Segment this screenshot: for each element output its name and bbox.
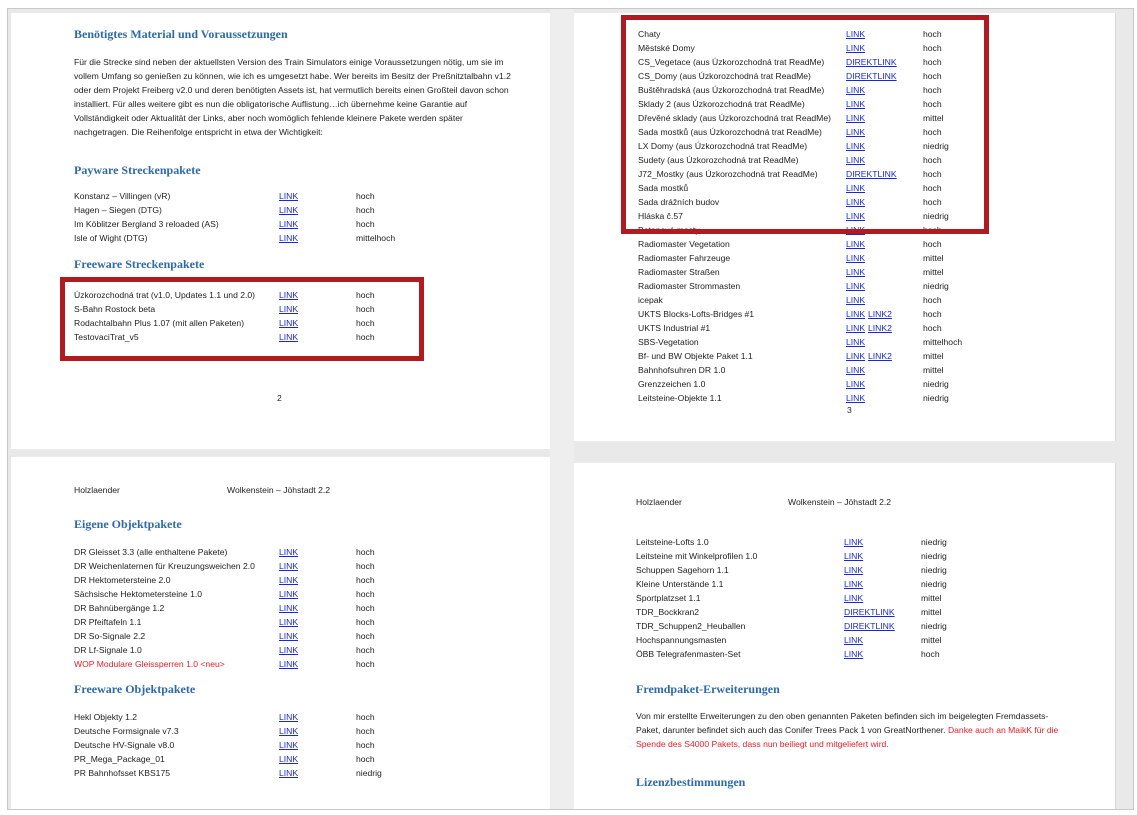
- package-link[interactable]: LINK: [279, 603, 299, 613]
- package-link[interactable]: LINK: [279, 659, 299, 669]
- table-row: [74, 587, 514, 601]
- priority-label: hoch: [356, 219, 375, 229]
- heading-material: Benötigtes Material und Voraussetzungen: [74, 27, 288, 41]
- package-link[interactable]: LINK: [846, 127, 866, 137]
- package-link[interactable]: LINK: [279, 332, 299, 342]
- priority-label: hoch: [923, 155, 942, 165]
- page-gap: [550, 9, 574, 809]
- priority-label: hoch: [923, 85, 942, 95]
- priority-label: hoch: [356, 304, 375, 314]
- priority-label: hoch: [923, 71, 942, 81]
- package-name: Sklady 2 (aus Úzkorozchodná trat ReadMe): [638, 99, 805, 109]
- table-row: [74, 766, 514, 780]
- package-link[interactable]: LINK: [846, 281, 866, 291]
- package-name: Chaty: [638, 29, 661, 39]
- package-link[interactable]: LINK: [846, 183, 866, 193]
- package-link[interactable]: LINK: [279, 645, 299, 655]
- priority-label: niedrig: [923, 379, 949, 389]
- priority-label: hoch: [923, 323, 942, 333]
- priority-label: niedrig: [921, 537, 947, 547]
- page-3: [574, 13, 1116, 441]
- package-name: DR Weichenlaternen für Kreuzungsweichen 2.0: [74, 561, 255, 571]
- priority-label: hoch: [356, 659, 375, 669]
- package-name: SBS-Vegetation: [638, 337, 699, 347]
- package-name: Kleine Unterstände 1.1: [636, 579, 724, 589]
- package-name: Hagen – Siegen (DTG): [74, 205, 162, 215]
- package-link[interactable]: LINK: [846, 267, 866, 277]
- header-author: Holzlaender: [74, 485, 120, 495]
- priority-label: hoch: [356, 754, 375, 764]
- priority-label: hoch: [356, 740, 375, 750]
- table-row: [636, 647, 1096, 661]
- priority-label: hoch: [923, 197, 942, 207]
- table-row: [636, 549, 1096, 563]
- priority-label: mittel: [923, 365, 944, 375]
- package-link[interactable]: LINK: [846, 197, 866, 207]
- heading-eigene: Eigene Objektpakete: [74, 517, 182, 531]
- package-name: Sada mostků (aus Úzkorozchodná trat ReadMe): [638, 127, 822, 137]
- package-link[interactable]: LINK: [846, 323, 866, 333]
- package-name: TestovaciTrat_v5: [74, 332, 139, 342]
- priority-label: hoch: [923, 99, 942, 109]
- priority-label: mittel: [921, 635, 942, 645]
- table-row: [74, 573, 514, 587]
- package-name: Sächsische Hektometersteine 1.0: [74, 589, 203, 599]
- package-name: PR Bahnhofsset KBS175: [74, 768, 171, 778]
- package-link[interactable]: LINK: [279, 712, 299, 722]
- highlight-box: [60, 277, 424, 361]
- package-name: UKTS Blocks-Lofts-Bridges #1: [638, 309, 755, 319]
- table-row: [74, 643, 514, 657]
- priority-label: hoch: [356, 631, 375, 641]
- package-link[interactable]: LINK: [279, 589, 299, 599]
- priority-label: niedrig: [356, 768, 382, 778]
- package-name: DR Hektometersteine 2.0: [74, 575, 171, 585]
- package-name: DR Lf-Signale 1.0: [74, 645, 142, 655]
- package-link[interactable]: LINK: [846, 295, 866, 305]
- package-link[interactable]: LINK: [844, 579, 864, 589]
- package-name: Im Köblitzer Bergland 3 reloaded (AS): [74, 219, 219, 229]
- priority-label: niedrig: [923, 141, 949, 151]
- table-row: [74, 710, 514, 724]
- priority-label: hoch: [356, 561, 375, 571]
- priority-label: hoch: [356, 712, 375, 722]
- priority-label: hoch: [923, 127, 942, 137]
- package-name: DR So-Signale 2.2: [74, 631, 146, 641]
- package-link[interactable]: LINK: [846, 155, 866, 165]
- package-name: Radiomaster Vegetation: [638, 239, 730, 249]
- page-2: [11, 13, 550, 449]
- priority-label: hoch: [923, 169, 942, 179]
- package-link[interactable]: DIREKTLINK: [844, 621, 895, 631]
- package-name: Sada mostků: [638, 183, 689, 193]
- package-link[interactable]: LINK: [846, 225, 866, 235]
- package-name: Rodachtalbahn Plus 1.07 (mit allen Paketen): [74, 318, 245, 328]
- package-link[interactable]: DIREKTLINK: [844, 607, 895, 617]
- package-name: Sudety (aus Úzkorozchodná trat ReadMe): [638, 155, 799, 165]
- package-name: J72_Mostky (aus Úzkorozchodná trat ReadMe): [638, 169, 818, 179]
- package-link[interactable]: LINK: [279, 617, 299, 627]
- fremdpaket-text: Von mir erstellte Erweiterungen zu den oben genannten Paketen befinden sich im beigelegten Fremdassets-Paket, darunter befindet sich auch das Conifer Trees Pack 1 von GreatNorthener.: [636, 711, 1049, 735]
- table-row: [638, 363, 1098, 377]
- priority-label: hoch: [356, 726, 375, 736]
- package-name: Deutsche HV-Signale v8.0: [74, 740, 175, 750]
- package-name: LX Domy (aus Úzkorozchodná trat ReadMe): [638, 141, 808, 151]
- package-link[interactable]: LINK: [279, 219, 299, 229]
- priority-label: mittelhoch: [356, 233, 396, 243]
- table-row: [638, 307, 1098, 321]
- package-name: icepak: [638, 295, 663, 305]
- priority-label: hoch: [923, 309, 942, 319]
- priority-label: hoch: [923, 225, 942, 235]
- package-name: S-Bahn Rostock beta: [74, 304, 156, 314]
- page-5: [574, 463, 1116, 809]
- table-row: [638, 349, 1098, 363]
- priority-label: hoch: [923, 43, 942, 53]
- package-link[interactable]: LINK: [846, 309, 866, 319]
- package-name: DR Pfeiftafeln 1.1: [74, 617, 142, 627]
- priority-label: mittel: [923, 267, 944, 277]
- table-row: [638, 293, 1098, 307]
- page-number: 3: [847, 405, 852, 415]
- package-link[interactable]: LINK: [844, 551, 864, 561]
- table-row: [636, 577, 1096, 591]
- package-link[interactable]: DIREKTLINK: [846, 71, 897, 81]
- table-row: [74, 738, 514, 752]
- package-link[interactable]: DIREKTLINK: [846, 169, 897, 179]
- package-name: CS_Vegetace (aus Úzkorozchodná trat ReadMe): [638, 57, 825, 67]
- table-row: [74, 231, 514, 245]
- priority-label: hoch: [356, 290, 375, 300]
- package-name: Grenzzeichen 1.0: [638, 379, 706, 389]
- priority-label: hoch: [923, 295, 942, 305]
- package-name: Leitsteine mit Winkelprofilen 1.0: [636, 551, 758, 561]
- priority-label: niedrig: [921, 621, 947, 631]
- table-row: [638, 335, 1098, 349]
- heading-freeware-objekt: Freeware Objektpakete: [74, 682, 196, 696]
- priority-label: niedrig: [923, 211, 949, 221]
- table-row: [74, 545, 514, 559]
- package-link[interactable]: LINK: [846, 379, 866, 389]
- priority-label: hoch: [356, 205, 375, 215]
- package-name: DR Bahnübergänge 1.2: [74, 603, 165, 613]
- package-link[interactable]: LINK: [846, 43, 866, 53]
- package-link[interactable]: LINK: [279, 191, 299, 201]
- table-row: [636, 563, 1096, 577]
- priority-label: hoch: [356, 318, 375, 328]
- package-link[interactable]: LINK: [279, 304, 299, 314]
- table-row: [638, 321, 1098, 335]
- priority-label: mittel: [923, 351, 944, 361]
- table-row: [636, 535, 1096, 549]
- priority-label: hoch: [356, 589, 375, 599]
- package-name: Bahnhofsuhren DR 1.0: [638, 365, 726, 375]
- table-row: [636, 605, 1096, 619]
- package-link[interactable]: LINK: [279, 233, 299, 243]
- fremdpaket-thanks: Danke auch an MaikK für die Spende des S4000 Pakets, dass nun beiliegt und mitgeliefert wird.: [636, 725, 1059, 749]
- package-link[interactable]: LINK: [846, 85, 866, 95]
- package-name: TDR_Bockkran2: [636, 607, 700, 617]
- table-row: [638, 279, 1098, 293]
- package-link[interactable]: LINK: [279, 290, 299, 300]
- priority-label: niedrig: [921, 565, 947, 575]
- heading-fremdpaket: Fremdpaket-Erweiterungen: [636, 682, 780, 696]
- header-title: Wolkenstein – Jöhstadt 2.2: [227, 485, 331, 495]
- package-name: Městské Domy: [638, 43, 695, 53]
- package-name: Leitsteine-Lofts 1.0: [636, 537, 709, 547]
- priority-label: hoch: [356, 603, 375, 613]
- package-link-2[interactable]: LINK2: [868, 309, 892, 319]
- table-row: [74, 217, 514, 231]
- package-link-2[interactable]: LINK2: [868, 351, 892, 361]
- priority-label: mittel: [923, 113, 944, 123]
- table-row: [74, 559, 514, 573]
- package-name: Hochspannungsmasten: [636, 635, 727, 645]
- table-row: [636, 591, 1096, 605]
- table-row: [638, 377, 1098, 391]
- package-name: Radiomaster Strommasten: [638, 281, 741, 291]
- priority-label: hoch: [923, 183, 942, 193]
- package-name: Hláska č.57: [638, 211, 683, 221]
- priority-label: mittel: [921, 607, 942, 617]
- package-link[interactable]: LINK: [846, 113, 866, 123]
- intro-paragraph: Für die Strecke sind neben der aktuellsten Version des Train Simulators einige Voraussetzungen nötig, um sie im vollem Umfang so genießen zu können, wie ich es umgesetzt habe. Wer bereits im Besitz der Preßnitztalbahn v1.2 oder dem Projekt Freiberg v2.0 und deren benötigten Assets ist, hat vermutlich bereits einen Großteil davon schon installiert. Für alles weitere gibt es nun die obligatorische Auflistung…ich übernehme keine Garantie auf Vollständigkeit oder Aktualität der Links, aber noch womöglich fehlende kleinere Pakete werden später nachgetragen. Die Reihenfolge entspricht in etwa der Wichtigkeit:: [74, 57, 511, 137]
- package-link[interactable]: LINK: [846, 393, 866, 403]
- package-name: Radiomaster Fahrzeuge: [638, 253, 731, 263]
- package-name: CS_Domy (aus Úzkorozchodná trat ReadMe): [638, 71, 811, 81]
- priority-label: hoch: [356, 645, 375, 655]
- priority-label: niedrig: [923, 393, 949, 403]
- package-name: Schuppen Sagehorn 1.1: [636, 565, 729, 575]
- package-link[interactable]: LINK: [279, 318, 299, 328]
- priority-label: hoch: [356, 191, 375, 201]
- package-link[interactable]: DIREKTLINK: [846, 57, 897, 67]
- header-title: Wolkenstein – Jöhstadt 2.2: [788, 497, 892, 507]
- table-row: [74, 724, 514, 738]
- heading-freeware-strecken: Freeware Streckenpakete: [74, 257, 205, 271]
- package-name: UKTS Industrial #1: [638, 323, 711, 333]
- table-row: [638, 391, 1098, 405]
- package-name: Hekl Objekty 1.2: [74, 712, 138, 722]
- table-row: [638, 265, 1098, 279]
- header-author: Holzlaender: [636, 497, 682, 507]
- priority-label: hoch: [921, 649, 940, 659]
- table-row: [74, 629, 514, 643]
- package-name: PR_Mega_Package_01: [74, 754, 165, 764]
- page-4: [11, 457, 550, 809]
- table-row: [74, 752, 514, 766]
- package-link[interactable]: LINK: [279, 547, 299, 557]
- table-row: [636, 619, 1096, 633]
- package-link[interactable]: LINK: [846, 351, 866, 361]
- priority-label: niedrig: [921, 551, 947, 561]
- table-row: [638, 251, 1098, 265]
- package-name: Betonové mosty: [638, 225, 700, 235]
- table-row: [74, 615, 514, 629]
- package-link[interactable]: LINK: [844, 565, 864, 575]
- document-canvas: [7, 8, 1134, 810]
- package-link[interactable]: LINK: [279, 740, 299, 750]
- package-name: Sada drážních budov: [638, 197, 720, 207]
- package-link[interactable]: LINK: [279, 575, 299, 585]
- priority-label: hoch: [923, 239, 942, 249]
- priority-label: mittelhoch: [923, 337, 963, 347]
- package-name: TDR_Schuppen2_Heuballen: [636, 621, 746, 631]
- package-link[interactable]: LINK: [846, 141, 866, 151]
- priority-label: hoch: [356, 547, 375, 557]
- table-row: [638, 237, 1098, 251]
- table-row: [74, 601, 514, 615]
- package-name: Dřevěné sklady (aus Úzkorozchodná trat ReadMe): [638, 113, 831, 123]
- package-link[interactable]: LINK: [279, 205, 299, 215]
- table-row: [636, 633, 1096, 647]
- package-name: Leitsteine-Objekte 1.1: [638, 393, 722, 403]
- package-link[interactable]: LINK: [279, 754, 299, 764]
- package-name: DR Gleisset 3.3 (alle enthaltene Pakete): [74, 547, 228, 557]
- package-link[interactable]: LINK: [846, 239, 866, 249]
- package-name: Sportplatzset 1.1: [636, 593, 701, 603]
- package-link[interactable]: LINK: [844, 537, 864, 547]
- package-link[interactable]: LINK: [846, 29, 866, 39]
- priority-label: niedrig: [921, 579, 947, 589]
- priority-label: mittel: [923, 253, 944, 263]
- package-link[interactable]: LINK: [846, 337, 866, 347]
- package-name: Úzkorozchodná trat (v1.0, Updates 1.1 und 2.0): [74, 290, 256, 300]
- priority-label: mittel: [921, 593, 942, 603]
- priority-label: hoch: [356, 575, 375, 585]
- table-row: [74, 203, 514, 217]
- package-name: WOP Modulare Gleissperren 1.0 <neu>: [74, 659, 225, 669]
- package-link-2[interactable]: LINK2: [868, 323, 892, 333]
- package-name: ÖBB Telegrafenmasten-Set: [636, 649, 741, 659]
- package-link[interactable]: LINK: [279, 561, 299, 571]
- package-link[interactable]: LINK: [844, 635, 864, 645]
- fremdpaket-paragraph: [636, 709, 1066, 751]
- priority-label: niedrig: [923, 281, 949, 291]
- package-name: Deutsche Formsignale v7.3: [74, 726, 179, 736]
- package-link[interactable]: LINK: [846, 99, 866, 109]
- priority-label: hoch: [923, 57, 942, 67]
- heading-lizenz: Lizenzbestimmungen: [636, 775, 746, 789]
- package-link[interactable]: LINK: [844, 593, 864, 603]
- package-name: Buštěhradská (aus Úzkorozchodná trat ReadMe): [638, 85, 825, 95]
- package-link[interactable]: LINK: [279, 726, 299, 736]
- package-name: Konstanz – Villingen (vR): [74, 191, 171, 201]
- package-link[interactable]: LINK: [846, 211, 866, 221]
- package-name: Bf- und BW Objekte Paket 1.1: [638, 351, 753, 361]
- package-link[interactable]: LINK: [846, 253, 866, 263]
- package-link[interactable]: LINK: [279, 768, 299, 778]
- page-number: 2: [277, 393, 282, 403]
- package-name: Radiomaster Straßen: [638, 267, 720, 277]
- heading-payware: Payware Streckenpakete: [74, 163, 201, 177]
- package-link[interactable]: LINK: [279, 631, 299, 641]
- highlight-box: [621, 15, 989, 234]
- package-name: Isle of Wight (DTG): [74, 233, 148, 243]
- priority-label: hoch: [356, 332, 375, 342]
- priority-label: hoch: [356, 617, 375, 627]
- table-row: [74, 189, 514, 203]
- package-link[interactable]: LINK: [844, 649, 864, 659]
- table-row: [74, 657, 514, 671]
- package-link[interactable]: LINK: [846, 365, 866, 375]
- priority-label: hoch: [923, 29, 942, 39]
